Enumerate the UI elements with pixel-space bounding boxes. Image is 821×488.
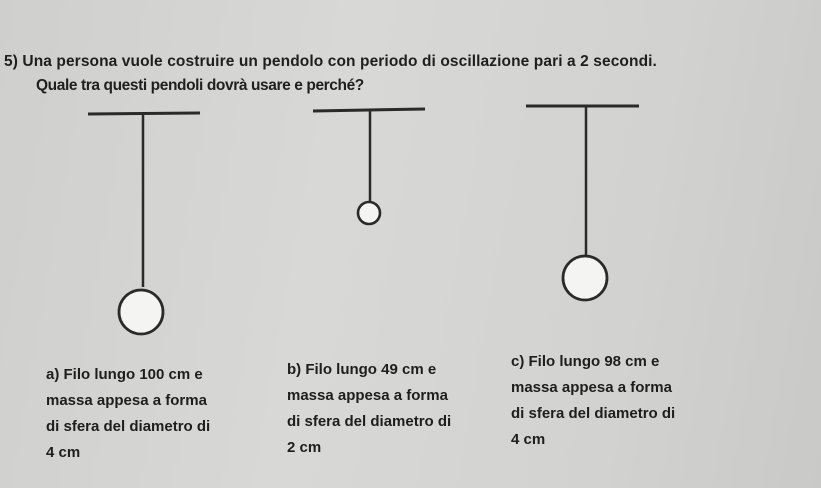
pendulum-c-bob [563,256,607,300]
option-b-line-1: b) Filo lungo 49 cm e [287,361,437,378]
option-a-line-2: massa appesa a forma [46,392,207,409]
option-c-line-4: 4 cm [511,431,546,448]
pendulum-c [526,106,639,300]
pendulum-a-support [88,113,200,114]
question-number: 5) [4,53,18,70]
option-a-line-3: di sfera del diametro di [46,418,211,435]
question-line-2: Quale tra questi pendoli dovrà usare e perché? [36,77,364,94]
option-c-line-2: massa appesa a forma [511,379,672,396]
option-b-line-3: di sfera del diametro di [287,413,452,430]
pendulum-a [88,113,200,334]
option-c-caption [511,349,741,453]
option-a-line-4: 4 cm [46,444,81,461]
option-c-line-1: c) Filo lungo 98 cm e [511,353,660,370]
option-a-caption [46,362,276,466]
pendulum-b [313,109,425,224]
option-b-line-4: 2 cm [287,439,322,456]
question-text-1: Una persona vuole costruire un pendolo con periodo di oscillazione pari a 2 secondi. [22,53,657,70]
option-b-line-2: massa appesa a forma [287,387,448,404]
pendulum-b-support [313,109,425,111]
pendulum-b-bob [358,202,380,224]
option-a-line-1: a) Filo lungo 100 cm e [46,366,203,383]
pendulum-a-bob [119,290,163,334]
option-c-line-3: di sfera del diametro di [511,405,676,422]
option-b-caption [287,357,517,461]
